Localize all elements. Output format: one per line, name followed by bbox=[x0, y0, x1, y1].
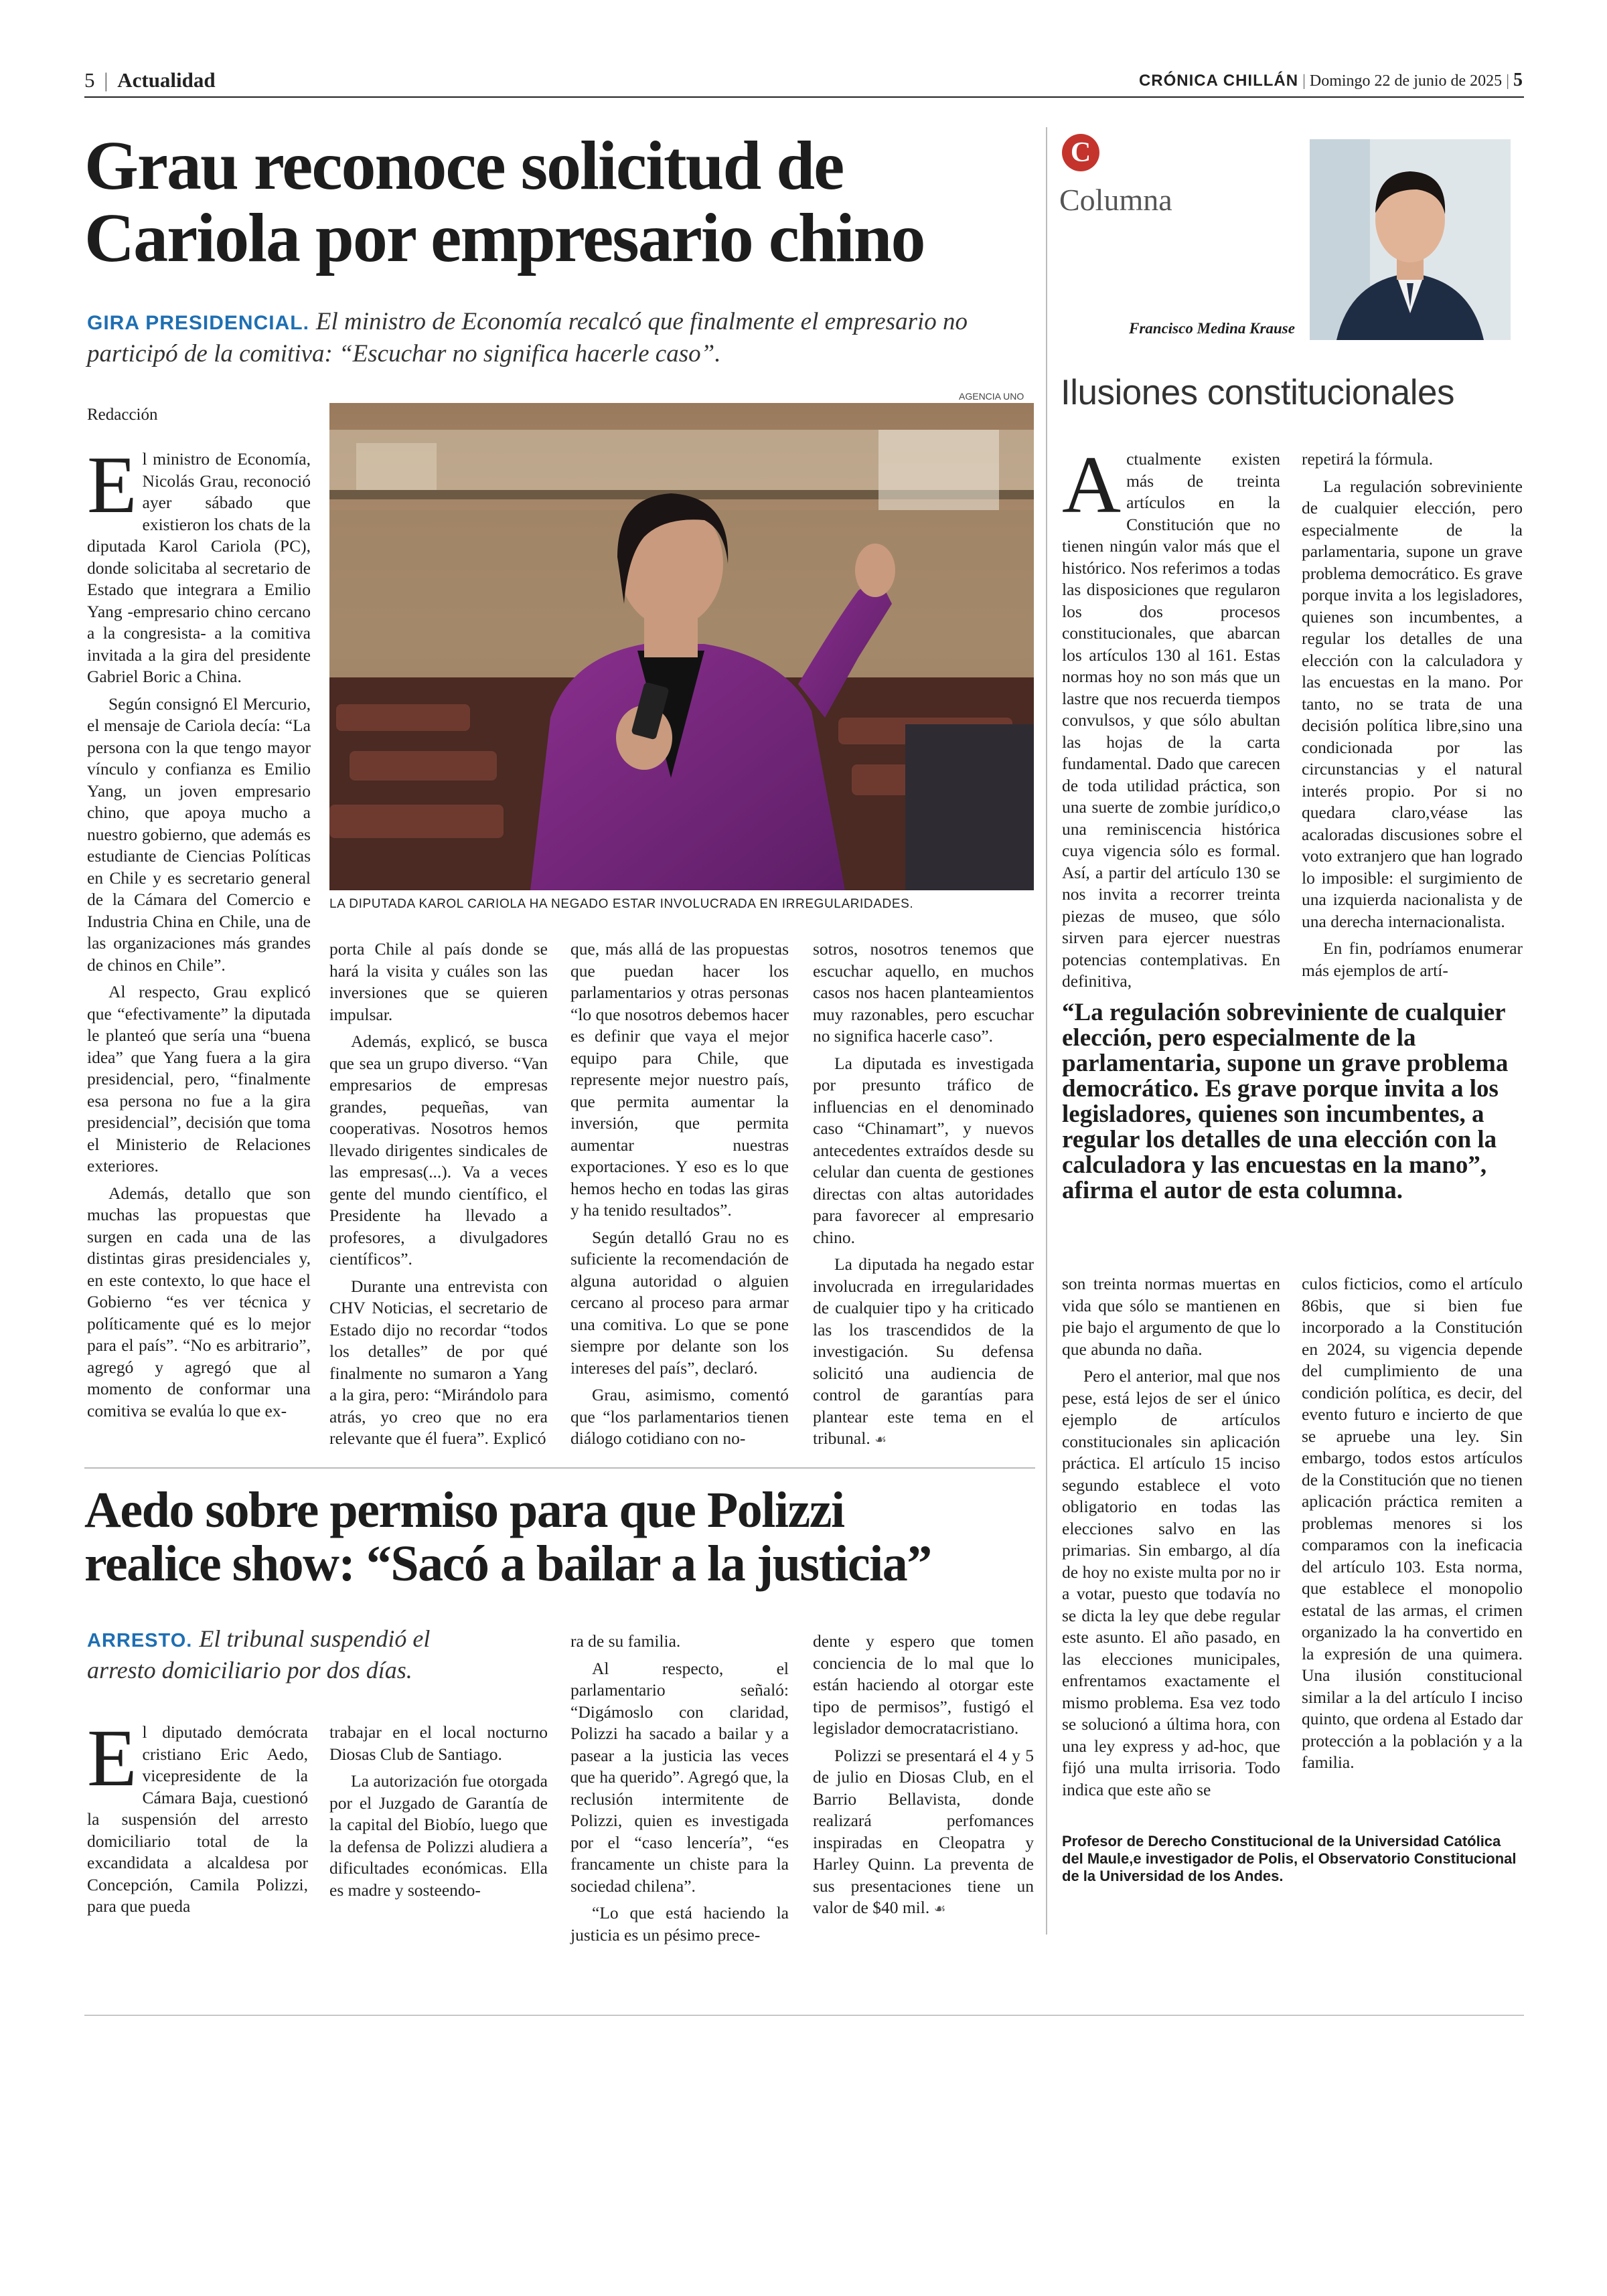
story1-c4-p3: La diputada ha negado estar involucrada en irregularidades de cualquier tipo y ha criticado las los trascendidos de la investigación. Su defensa solicitó una audiencia de control de garantías para plantear este tema en el tribunal. bbox=[813, 1254, 1034, 1448]
story1-c4-p1: sotros, nosotros tenemos que escuchar aquello, en muchos casos nos hacen planteamientos muy razonables, pero escuchar no significa hacerle caso”. bbox=[813, 939, 1034, 1046]
paper-name: CRÓNICA CHILLÁN bbox=[1138, 72, 1299, 90]
column-col-c bbox=[1062, 1273, 1280, 1822]
story1-c2-p1: porta Chile al país donde se hará la visita y cuáles son las inversiones que se quieren impulsar. bbox=[329, 939, 548, 1024]
story2-headline-line2: realice show: “Sacó a bailar a la justicia” bbox=[84, 1536, 931, 1592]
story-divider bbox=[84, 1467, 1035, 1469]
column-author-bio: Profesor de Derecho Constitucional de la Universidad Católica del Maule,e investigador de Polis, el Observatorio Constitucional de la Universidad de los Andes. bbox=[1062, 1833, 1517, 1884]
story1-kicker: GIRA PRESIDENCIAL. bbox=[87, 312, 309, 334]
column-title: Ilusiones constitucionales bbox=[1061, 373, 1455, 412]
story2-c3-p1: ra de su familia. bbox=[570, 1631, 681, 1651]
column-badge-icon: C bbox=[1062, 134, 1099, 171]
story2-column-2 bbox=[329, 1722, 548, 1922]
story1-column-4 bbox=[813, 938, 1034, 1467]
issue-date: Domingo 22 de junio de 2025 bbox=[1309, 72, 1503, 90]
story1-dropcap: E bbox=[87, 440, 137, 530]
story2-column-1 bbox=[87, 1713, 308, 1922]
story2-c4-p2: Polizzi se presentará el 4 y 5 de julio en Diosas Club, en el Barrio Bellavista, donde realizará perfomances inspiradas en Cleopatra y Harley Quinn. La preventa de sus presentaciones tiene un valor de $40 mil. bbox=[813, 1745, 1034, 1917]
column-c-p1: Pero el anterior, mal que nos pese, está lejos de ser el único ejemplo de artículos constitucionales sin aplicación práctica. El artículo 15 inciso segundo establece el voto obligatorio en todas las elecciones salvo en las primarias. Sin embargo, al día de hoy no existe multa por no ir a votar, puesto que todavía no se dicta la ley que debe regular este asunto. El año pasado, en las elecciones municipales, enfrentamos exactamente el mismo problema. Esa vez todo se solucionó a última hora, con una ley express y ad-hoc, que fijó una multa irrisoria. Todo indica que este año se bbox=[1062, 1366, 1280, 1799]
column-label: Columna bbox=[1059, 183, 1172, 217]
story2-c4-p1: dente y espero que tomen conciencia de lo mal que lo están haciendo al otorgar este tipo de permisos”, fustigó el legislador democratacristiano. bbox=[813, 1631, 1034, 1738]
story2-deck bbox=[87, 1624, 502, 1685]
story2-kicker: ARRESTO. bbox=[87, 1630, 193, 1651]
story1-headline bbox=[84, 127, 1022, 276]
photo-credit: AGENCIA UNO bbox=[959, 391, 1024, 402]
story2-headline-line1: Aedo sobre permiso para que Polizzi bbox=[84, 1482, 844, 1538]
story1-deck-text: El ministro de Economía recalcó que finalmente el empresario no participó de la comitiva: “Escuchar no significa hacerle caso”. bbox=[87, 308, 968, 367]
column-b-p0: repetirá la fórmula. bbox=[1302, 449, 1434, 469]
story1-c2-p3: Durante una entrevista con CHV Noticias, el secretario de Estado dijo no recordar “todos los detalles” de por qué finalmente no sumaron a Yang a la gira, pero: “Mirándolo para atrás, yo creo que no era relevante que él fuera”. Explicó bbox=[329, 1276, 548, 1448]
story2-c1-p1: l diputado demócrata cristiano Eric Aedo, vicepresidente de la Cámara Baja, cuestionó la suspensión del arresto domiciliario total de la excandidata a alcaldesa por Concepción, Camila Polizzi, para que pueda bbox=[87, 1722, 308, 1916]
end-of-article-icon: ☙ bbox=[874, 1431, 887, 1447]
story1-c3-p2: Según detalló Grau no es suficiente la recomendación de alguna autoridad o alguien cercano al proceso para armar una comitiva. Lo que se pone siempre por delante son los intereses del país”, declaró. bbox=[570, 1227, 789, 1378]
column-d-p0: culos ficticios, como el artículo 86bis, que si bien fue incorporado a la Constitución en 2024, su vigencia depende del cumplimiento de una condición política, es decir, del evento futuro e incierto de que se apruebe una ley. Sin embargo, todos estos artículos de la Constitución que no tienen aplicación práctica remiten a problemas menores si los comparamos con la ineficacia del artículo 103. Esta norma, que establece el monopolio estatal de las armas, el crimen organizado la ha convertido en la expresión de una quimera. Una ilusión constitucional similar a la del artículo I inciso quinto, que ordena al Estado dar protección a la población y a la familia. bbox=[1302, 1274, 1523, 1772]
story1-headline-line2: Cariola por empresario chino bbox=[84, 199, 925, 276]
column-b-p2: En fin, podríamos enumerar más ejemplos de artí- bbox=[1302, 938, 1523, 980]
column-pullquote: “La regulación sobreviniente de cualquier elección, pero especialmente de la parlamentaria, supone un grave problema democrático. Es grave porque invita a los legisladores, quienes son incumbentes, a regular los detalles de una elección con la calculadora y las encuestas en la mano”, afirma el autor de esta columna. bbox=[1062, 999, 1509, 1204]
column-col-a bbox=[1062, 440, 1280, 991]
story1-c3-p1: que, más allá de las propuestas que puedan hacer los parlamentarios y otras personas “lo que nosotros debemos hacer es definir que vaya el mejor equipo para Chile, que represente mejor nuestro país, que permita aumentar la inversión, que permita aumentar nuestras exportaciones. Y eso es lo que hemos hecho en todas las giras y ha tenido resultados”. bbox=[570, 939, 789, 1220]
page-number-right: 5 bbox=[1513, 70, 1523, 90]
story2-column-3 bbox=[570, 1631, 789, 1945]
story1-c1-p2: Según consignó El Mercurio, el mensaje de Cariola decía: “La persona con la que tengo mayor vínculo y confianza es Emilio Yang, un joven empresario chino, que apoya mucho a nuestro gobierno, que además es estudiante de Ciencias Políticas en Chile y es secretario general de la Cámara del Comercio e Industria China en Chile, una de las organizaciones más grandes de chinos en Chile”. bbox=[87, 693, 311, 975]
column-col-b bbox=[1302, 448, 1523, 984]
author-portrait-svg bbox=[1310, 139, 1511, 340]
story1-byline: Redacción bbox=[87, 406, 158, 424]
author-portrait bbox=[1310, 139, 1511, 340]
story1-column-2 bbox=[329, 938, 548, 1454]
section-name: Actualidad bbox=[117, 68, 216, 92]
column-col-d bbox=[1302, 1273, 1523, 1822]
story1-c1-p4: Además, detallo que son muchas las propuestas que surgen en cada una de las distintas giras presidenciales y, en este contexto, lo que hace el Gobierno “es ver técnica y políticamente qué es lo mejor para el país”. “No es arbitrario”, agregó y agregó que al momento de conformar una comitiva se evalúa lo que ex- bbox=[87, 1183, 311, 1420]
photo-illustration bbox=[329, 403, 1034, 890]
page-number-left: 5 bbox=[84, 68, 95, 92]
story2-c2-p2: La autorización fue otorgada por el Juzgado de Garantía de la capital del Biobío, luego que la defensa de Polizzi aludiera a dificultades económicas. Ella es madre y sosteendo- bbox=[329, 1771, 548, 1900]
story1-deck bbox=[87, 307, 1024, 370]
story2-headline bbox=[84, 1483, 1035, 1590]
story1-column-1 bbox=[87, 440, 311, 1453]
photo-of-deputy bbox=[329, 403, 1034, 890]
story2-c3-p3: “Lo que está haciendo la justicia es un pésimo prece- bbox=[570, 1903, 789, 1945]
column-c-p0: son treinta normas muertas en vida que sólo se mantienen en pie bajo el argumento de que lo que abunda no daña. bbox=[1062, 1274, 1280, 1359]
story1-c1-p1: l ministro de Economía, Nicolás Grau, reconoció ayer sábado que existieron los chats de la diputada Karol Cariola (PC), donde solicitaba al secretario de Estado que integrara a Emilio Yang -empresario chino cercano a la congresista- a la comitiva invitada a la gira del presidente Gabriel Boric a China. bbox=[87, 449, 311, 686]
story2-column-4 bbox=[813, 1631, 1034, 1922]
story2-dropcap: E bbox=[87, 1713, 137, 1803]
story1-headline-line1: Grau reconoce solicitud de bbox=[84, 127, 844, 204]
column-dropcap: A bbox=[1062, 440, 1122, 530]
header-rule bbox=[84, 96, 1524, 98]
story2-deck-text: El tribunal suspendió el arresto domiciliario por dos días. bbox=[87, 1625, 431, 1684]
column-author: Francisco Medina Krause bbox=[1129, 320, 1295, 337]
page-header-left: 5 | Actualidad bbox=[84, 68, 216, 92]
story1-c4-p2: La diputada es investigada por presunto tráfico de influencias en el denominado caso “Chinamart”, y nuevos antecedentes extraídos desde su celular dan cuenta de gestiones directas con altas autoridades para favorecer al empresario chino. bbox=[813, 1053, 1034, 1247]
photo-caption: LA DIPUTADA KAROL CARIOLA HA NEGADO ESTAR INVOLUCRADA EN IRREGULARIDADES. bbox=[329, 897, 914, 911]
story2-c2-p1: trabajar en el local nocturno Diosas Club de Santiago. bbox=[329, 1722, 548, 1764]
column-a-p1: ctualmente existen más de treinta artículos en la Constitución que no tienen ningún valor más que el histórico. Nos referimos a todas las disposiciones que regularon los dos procesos constitucionales, que abarcan los artículos 130 al 161. Estas normas hoy no son más que un lastre que nos recuerda tiempos convulsos, y que sólo abultan las hojas de la carta fundamental. Dado que carecen de toda utilidad práctica, son una suerte de zombie jurídico,o una reminiscencia histórica cuya vigencia sólo es formal. Así, a partir del artículo 130 se nos invita a recorrer treinta piezas de museo, que sólo sirven para ejercer nuestras potencias contemplativas. En definitiva, bbox=[1062, 449, 1280, 991]
story1-c2-p2: Además, explicó, se busca que sea un grupo diverso. “Van empresarios de empresas grandes, pequeñas, van cooperativas. Nosotros hemos llevado dirigentes sindicales de las empresas(...). Va a veces gente del mundo científico, el Presidente ha llevado a profesores, a divulgadores científicos”. bbox=[329, 1032, 548, 1268]
story2-c3-p2: Al respecto, el parlamentario señaló: “Digámoslo con claridad, Polizzi ha sacado a bailar y a pasear a la justicia las veces que ha querido”. Agregó que, la reclusión intermitente de Polizzi, quien es investigada por el “caso lencería”, “es francamente un chiste para la sociedad chilena”. bbox=[570, 1658, 789, 1896]
page-header-right: CRÓNICA CHILLÁN | Domingo 22 de junio de 2025 | 5 bbox=[1138, 70, 1523, 90]
end-of-article-icon: ☙ bbox=[933, 1900, 946, 1916]
footer-rule bbox=[84, 2015, 1524, 2016]
story1-column-3 bbox=[570, 938, 789, 1454]
column-b-p1: La regulación sobreviniente de cualquier elección, pero especialmente de la parlamentaria, supone un grave problema democrático. Es grave porque invita a los legisladores, quienes son incumbentes, a regular los detalles de una elección con la calculadora y las encuestas en la mano. Por tanto, no se trata de una decisión política libre,sino una condicionada por las circunstancias y el natural interés propio. Por si no quedara claro,véase las acaloradas discusiones sobre el voto extranjero que han logrado lo imposible: el surgimiento de una izquierda nacionalista y de una derecha internacionalista. bbox=[1302, 476, 1523, 931]
story1-c1-p3: Al respecto, Grau explicó que “efectivamente” la diputada le planteó que sería una “buena idea” que Yang fuera a la gira presidencial, pero, “finalmente esa persona no fue a la gira presidencial”, decisión que toma el Ministerio de Relaciones exteriores. bbox=[87, 982, 311, 1175]
story1-c3-p3: Grau, asimismo, comentó que “los parlamentarios tienen diálogo cotidiano con no- bbox=[570, 1385, 789, 1448]
column-divider bbox=[1046, 127, 1047, 1935]
